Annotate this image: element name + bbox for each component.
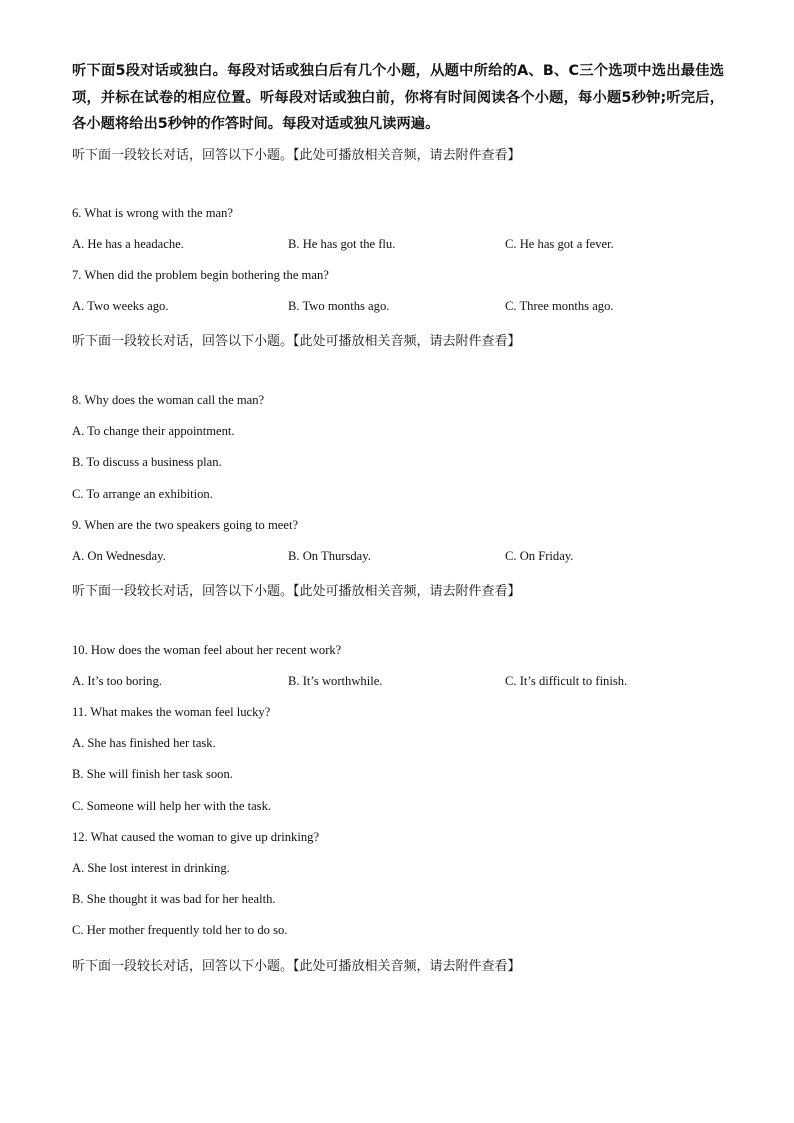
question-12-option-a: A. She lost interest in drinking. [72, 861, 230, 875]
listening-prompt: 听下面一段较长对话，回答以下小题。【此处可播放相关音频，请去附件查看】 [72, 334, 521, 349]
question-11-option-c: C. Someone will help her with the task. [72, 799, 272, 813]
question-10-option-c: C. It’s difficult to finish. [505, 674, 628, 688]
listening-prompt: 听下面一段较长对话，回答以下小题。【此处可播放相关音频，请去附件查看】 [72, 148, 521, 163]
question-7: 7. When did the problem begin bothering the man? [72, 268, 329, 282]
question-10-option-a: A. It’s too boring. [72, 674, 162, 688]
question-8: 8. Why does the woman call the man? [72, 393, 265, 407]
question-11-option-b: B. She will finish her task soon. [72, 767, 233, 781]
question-7-option-c: C. Three months ago. [505, 299, 614, 313]
question-7-option-a: A. Two weeks ago. [72, 299, 169, 313]
question-9-option-a: A. On Wednesday. [72, 549, 166, 563]
section-instructions: 听下面5段对话或独白。每段对话或独白后有几个小题，从题中所给的A、B、C三个选项中选出最佳选项，并标在试卷的相应位置。听每段对话或独白前，你将有时间阅读各个小题，每小题5秒钟;听完后，各小题将给出5秒钟的作答时间。每段对适或独凡读两遍。 [72, 63, 724, 132]
question-6-option-c: C. He has got a fever. [505, 237, 614, 251]
listening-prompt: 听下面一段较长对话，回答以下小题。【此处可播放相关音频，请去附件查看】 [72, 959, 521, 974]
question-10-option-b: B. It’s worthwhile. [288, 674, 383, 688]
question-11-option-a: A. She has finished her task. [72, 736, 216, 750]
question-12-option-c: C. Her mother frequently told her to do so. [72, 923, 288, 937]
question-11: 11. What makes the woman feel lucky? [72, 705, 271, 719]
question-9: 9. When are the two speakers going to meet? [72, 518, 299, 532]
question-8-option-a: A. To change their appointment. [72, 424, 235, 438]
question-7-option-b: B. Two months ago. [288, 299, 390, 313]
question-9-option-c: C. On Friday. [505, 549, 574, 563]
question-8-option-c: C. To arrange an exhibition. [72, 487, 213, 501]
question-8-option-b: B. To discuss a business plan. [72, 455, 222, 469]
question-6-option-a: A. He has a headache. [72, 237, 184, 251]
question-6: 6. What is wrong with the man? [72, 206, 234, 220]
listening-prompt: 听下面一段较长对话，回答以下小题。【此处可播放相关音频，请去附件查看】 [72, 584, 521, 599]
question-6-option-b: B. He has got the flu. [288, 237, 396, 251]
question-9-option-b: B. On Thursday. [288, 549, 371, 563]
question-12: 12. What caused the woman to give up drinking? [72, 830, 320, 844]
question-10: 10. How does the woman feel about her recent work? [72, 643, 342, 657]
question-12-option-b: B. She thought it was bad for her health. [72, 892, 276, 906]
